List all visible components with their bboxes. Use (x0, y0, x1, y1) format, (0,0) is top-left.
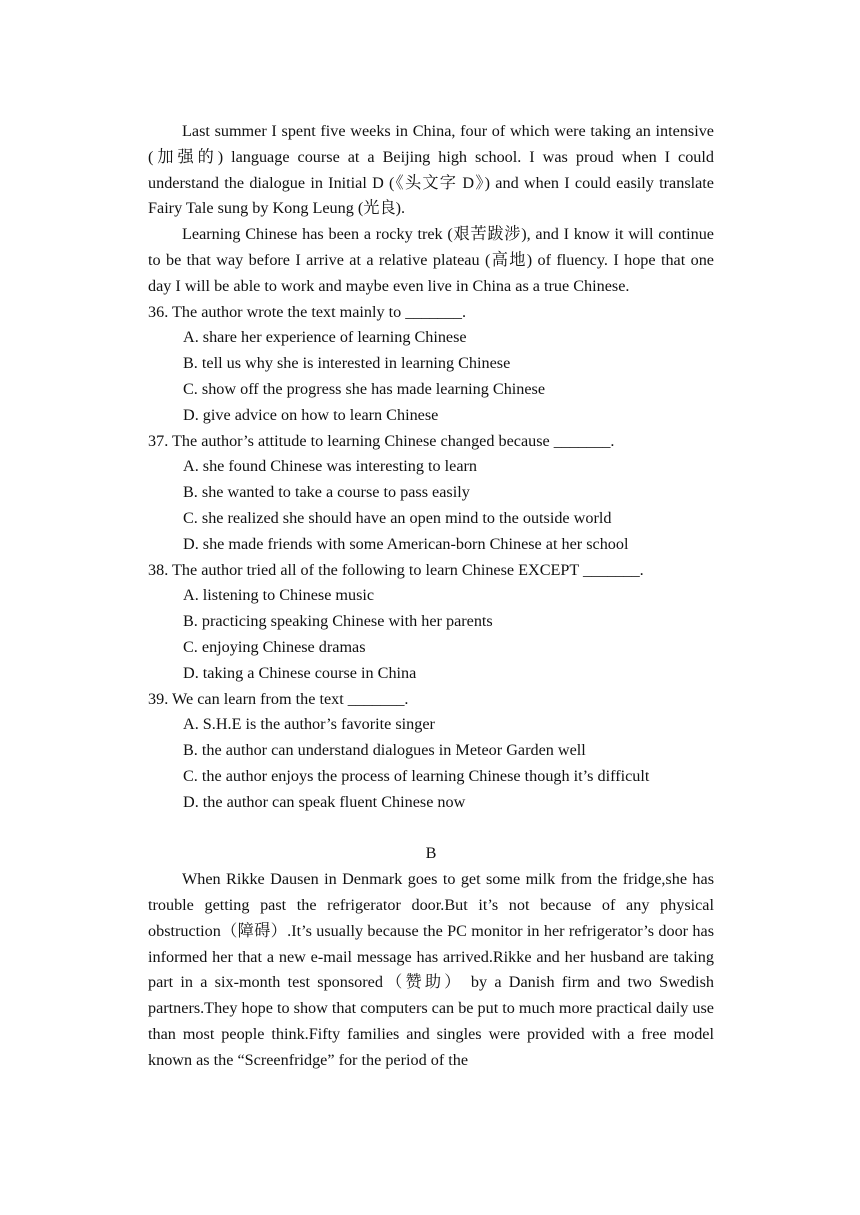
option-b: B. the author can understand dialogues in Meteor Garden well (183, 741, 586, 760)
option-d: D. she made friends with some American-born Chinese at her school (183, 534, 629, 553)
option-d: D. give advice on how to learn Chinese (183, 405, 439, 424)
option-d: D. the author can speak fluent Chinese now (183, 792, 466, 811)
question-stem: 39. We can learn from the text _______. (148, 689, 409, 708)
document-page (148, 119, 714, 1073)
question-stem: 36. The author wrote the text mainly to _______. (148, 302, 466, 321)
question-39 (148, 687, 714, 816)
question-stem: 37. The author’s attitude to learning Chinese changed because _______. (148, 431, 615, 450)
option-c: C. enjoying Chinese dramas (183, 637, 366, 656)
option-d: D. taking a Chinese course in China (183, 663, 417, 682)
option-b: B. practicing speaking Chinese with her parents (183, 612, 493, 631)
passage-a-paragraph-2: Learning Chinese has been a rocky trek (艰苦跋涉), and I know it will continue to be that way before I arrive at a relative plateau (高地) of fluency. I hope that one day I will be able to work and maybe even live in China as a true Chinese. (148, 225, 714, 295)
question-38 (148, 558, 714, 687)
section-title-b: B (425, 844, 437, 863)
option-c: C. the author enjoys the process of learning Chinese though it’s difficult (183, 766, 650, 785)
question-37 (148, 429, 714, 558)
option-b: B. she wanted to take a course to pass easily (183, 483, 470, 502)
passage-b-paragraph: When Rikke Dausen in Denmark goes to get some milk from the fridge,she has trouble getting past the refrigerator door.But it’s not because of any physical obstruction（障碍）.It’s usually because the PC monitor in her refrigerator’s door has informed her that a new e-mail message has arrived.Rikke and her husband are taking part in a six-month test sponsored（赞助） by a Danish firm and two Swedish partners.They hope to show that computers can be put to much more practical daily use than most people think.Fifty families and singles were provided with a free model known as the “Screenfridge” for the period of the (148, 870, 714, 1069)
option-a: A. S.H.E is the author’s favorite singer (183, 715, 435, 734)
option-b: B. tell us why she is interested in learning Chinese (183, 354, 511, 373)
option-c: C. show off the progress she has made learning Chinese (183, 379, 546, 398)
option-a: A. listening to Chinese music (183, 586, 375, 605)
question-36 (148, 300, 714, 429)
passage-a-paragraph-1: Last summer I spent five weeks in China, four of which were taking an intensive (加强的) language course at a Beijing high school. I was proud when I could understand the dialogue in Initial D (《头文字 D》) and when I could easily translate Fairy Tale sung by Kong Leung (光良). (148, 122, 714, 218)
option-a: A. share her experience of learning Chinese (183, 328, 467, 347)
option-c: C. she realized she should have an open mind to the outside world (183, 508, 612, 527)
option-a: A. she found Chinese was interesting to learn (183, 457, 478, 476)
question-stem: 38. The author tried all of the following to learn Chinese EXCEPT _______. (148, 560, 644, 579)
